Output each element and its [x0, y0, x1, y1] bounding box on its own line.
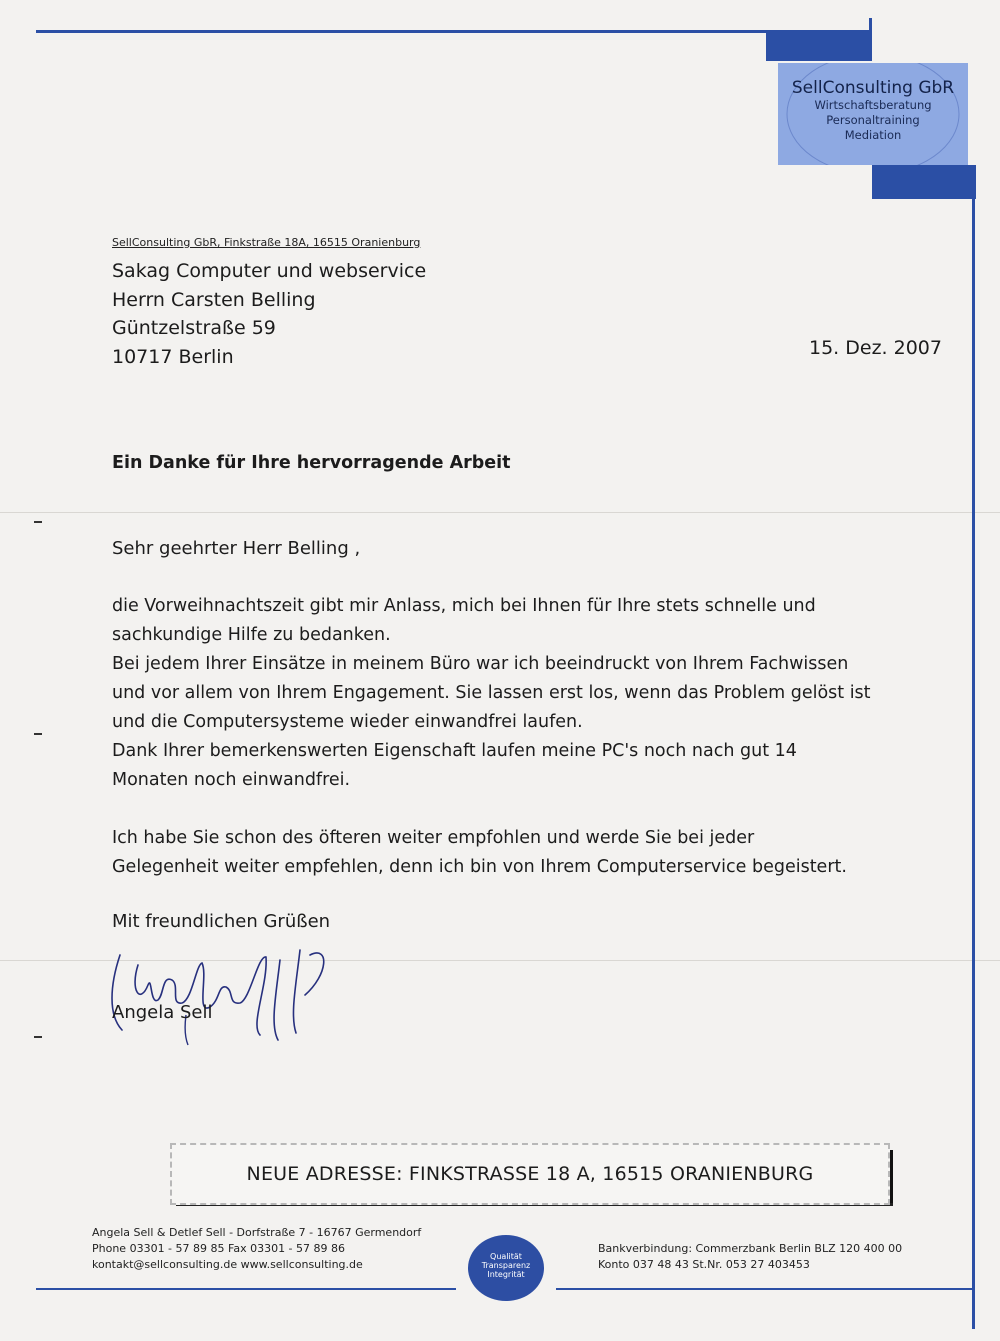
punch-mark — [34, 733, 42, 735]
seal-line: Integrität — [487, 1270, 525, 1279]
body-line: und vor allem von Ihrem Engagement. Sie lassen erst los, wenn das Problem gelöst ist — [112, 683, 871, 703]
body-line: und die Computersysteme wieder einwandfrei laufen. — [112, 712, 583, 732]
header-rule-tick — [869, 18, 872, 33]
footer-rule-left — [36, 1288, 456, 1290]
return-address: SellConsulting GbR, Finkstraße 18A, 16515 Oranienburg — [112, 236, 421, 249]
footer-line: Bankverbindung: Commerzbank Berlin BLZ 120 400 00 — [598, 1242, 903, 1255]
new-address-notice: NEUE ADRESSE: FINKSTRASSE 18 A, 16515 ORANIENBURG — [170, 1143, 890, 1205]
paper-fold — [0, 512, 1000, 513]
signer-name: Angela Sell — [112, 1002, 213, 1023]
company-name: SellConsulting GbR — [791, 78, 955, 98]
recipient-line: 10717 Berlin — [112, 345, 234, 368]
letter-body — [112, 592, 942, 882]
company-service: Wirtschaftsberatung — [814, 98, 932, 112]
seal-line: Qualität — [490, 1252, 522, 1261]
right-margin-rule — [972, 199, 975, 1329]
logo-top-bar — [766, 33, 872, 61]
fold-mark — [34, 521, 42, 523]
footer-line: Phone 03301 - 57 89 85 Fax 03301 - 57 89 86 — [92, 1242, 346, 1255]
footer-contact — [92, 1225, 421, 1273]
recipient-line: Sakag Computer und webservice — [112, 260, 427, 282]
footer-line: kontakt@sellconsulting.de www.sellconsulting.de — [92, 1258, 363, 1271]
handwritten-signature — [100, 945, 360, 1055]
fold-mark — [34, 1036, 42, 1038]
footer-rule-right — [556, 1288, 974, 1290]
body-line: Monaten noch einwandfrei. — [112, 770, 351, 790]
company-service: Mediation — [844, 128, 902, 142]
quality-seal — [468, 1235, 544, 1301]
salutation: Sehr geehrter Herr Belling , — [112, 538, 361, 559]
body-line: Dank Ihrer bemerkenswerten Eigenschaft laufen meine PC's noch nach gut 14 — [112, 741, 797, 761]
body-line: die Vorweihnachtszeit gibt mir Anlass, mich bei Ihnen für Ihre stets schnelle und — [112, 596, 816, 616]
company-logo — [778, 63, 968, 165]
closing-phrase: Mit freundlichen Grüßen — [112, 911, 331, 932]
footer-line: Angela Sell & Detlef Sell - Dorfstraße 7 - 16767 Germendorf — [92, 1226, 422, 1239]
footer-line: Konto 037 48 43 St.Nr. 053 27 403453 — [598, 1258, 810, 1271]
body-line: sachkundige Hilfe zu bedanken. — [112, 625, 391, 645]
company-service: Personaltraining — [826, 113, 920, 127]
recipient-address — [112, 257, 426, 371]
letter-subject: Ein Danke für Ihre hervorragende Arbeit — [112, 453, 511, 473]
paragraph-gap — [112, 795, 942, 824]
header-rule — [36, 30, 872, 33]
body-line: Ich habe Sie schon des öfteren weiter empfohlen und werde Sie bei jeder — [112, 828, 755, 848]
body-line: Bei jedem Ihrer Einsätze in meinem Büro war ich beeindruckt von Ihrem Fachwissen — [112, 654, 849, 674]
footer-bank — [598, 1241, 902, 1273]
recipient-line: Güntzelstraße 59 — [112, 317, 276, 339]
body-line: Gelegenheit weiter empfehlen, denn ich bin von Ihrem Computerservice begeistert. — [112, 857, 847, 877]
letter-date: 15. Dez. 2007 — [809, 337, 942, 359]
recipient-line: Herrn Carsten Belling — [112, 288, 316, 311]
logo-bottom-bar — [872, 165, 976, 199]
seal-line: Transparenz — [481, 1261, 531, 1270]
